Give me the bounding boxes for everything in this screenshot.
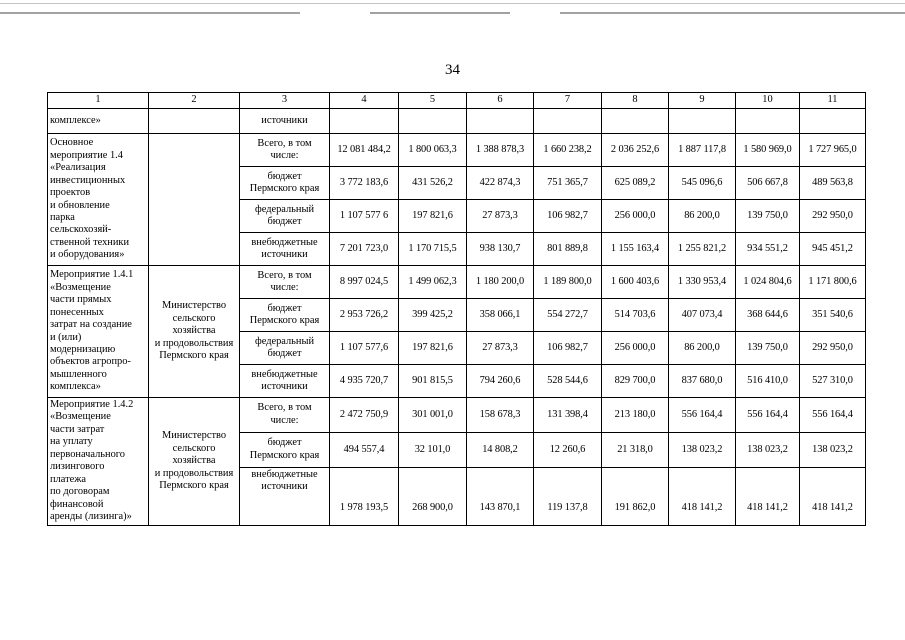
funding-source-cell: внебюджетные источники (240, 467, 330, 525)
amount-cell: 1 171 800,6 (800, 266, 866, 299)
amount-cell: 1 978 193,5 (330, 467, 399, 525)
amount-cell: 2 953 726,2 (330, 299, 399, 332)
amount-cell: 138 023,2 (736, 432, 800, 467)
executor-cell: Министерство сельского хозяйства и продовольствия Пермского края (149, 398, 240, 526)
amount-cell: 292 950,0 (800, 200, 866, 233)
amount-cell: 1 255 821,2 (669, 233, 736, 266)
amount-cell: 751 365,7 (534, 167, 602, 200)
amount-cell: 2 472 750,9 (330, 398, 399, 433)
amount-cell: 418 141,2 (669, 467, 736, 525)
amount-cell: 106 982,7 (534, 332, 602, 365)
table-row (48, 134, 866, 167)
amount-cell: 938 130,7 (467, 233, 534, 266)
activity-name-cell: Мероприятие 1.4.2 «Возмещение части затрат на уплату первоначального лизингового платежа по договорам финансовой аренды (лизинга)» (48, 398, 149, 526)
amount-cell: 4 935 720,7 (330, 365, 399, 398)
amount-cell: 407 073,4 (669, 299, 736, 332)
funding-source-cell: бюджет Пермского края (240, 299, 330, 332)
amount-cell: 8 997 024,5 (330, 266, 399, 299)
amount-cell: 422 874,3 (467, 167, 534, 200)
amount-cell: 351 540,6 (800, 299, 866, 332)
scan-artifact (370, 12, 510, 14)
amount-cell: 545 096,6 (669, 167, 736, 200)
amount-cell: 1 189 800,0 (534, 266, 602, 299)
column-header: 6 (467, 93, 534, 109)
scan-artifact (560, 12, 905, 14)
column-header: 4 (330, 93, 399, 109)
amount-cell: 1 107 577 6 (330, 200, 399, 233)
amount-cell: 901 815,5 (399, 365, 467, 398)
funding-source-cell: федеральный бюджет (240, 332, 330, 365)
amount-cell: 945 451,2 (800, 233, 866, 266)
amount-cell: 197 821,6 (399, 200, 467, 233)
amount-cell: 256 000,0 (602, 200, 669, 233)
empty-cell (399, 109, 467, 134)
amount-cell: 1 600 403,6 (602, 266, 669, 299)
amount-cell: 3 772 183,6 (330, 167, 399, 200)
amount-cell: 139 750,0 (736, 200, 800, 233)
amount-cell: 1 170 715,5 (399, 233, 467, 266)
table-row (48, 398, 866, 433)
amount-cell: 86 200,0 (669, 200, 736, 233)
amount-cell: 139 750,0 (736, 332, 800, 365)
amount-cell: 934 551,2 (736, 233, 800, 266)
amount-cell: 358 066,1 (467, 299, 534, 332)
amount-cell: 556 164,4 (669, 398, 736, 433)
funding-source-cell: бюджет Пермского края (240, 432, 330, 467)
amount-cell: 7 201 723,0 (330, 233, 399, 266)
amount-cell: 138 023,2 (800, 432, 866, 467)
continuation-name-cell: комплексе» (48, 109, 149, 134)
empty-cell (602, 109, 669, 134)
amount-cell: 368 644,6 (736, 299, 800, 332)
header-row (48, 93, 866, 109)
amount-cell: 516 410,0 (736, 365, 800, 398)
amount-cell: 794 260,6 (467, 365, 534, 398)
activity-name-cell: Мероприятие 1.4.1 «Возмещение части прямых понесенных затрат на создание и (или) модернизацию объектов агропро- мышленного комплекса» (48, 266, 149, 398)
funding-source-cell: бюджет Пермского края (240, 167, 330, 200)
amount-cell: 801 889,8 (534, 233, 602, 266)
activity-name-cell: Основное мероприятие 1.4 «Реализация инвестиционных проектов и обновление парка сельскохозяй- ственной техники и оборудования» (48, 134, 149, 266)
column-header: 10 (736, 93, 800, 109)
funding-source-cell: внебюджетные источники (240, 365, 330, 398)
column-header: 3 (240, 93, 330, 109)
continuation-executor-cell (149, 109, 240, 134)
amount-cell: 489 563,8 (800, 167, 866, 200)
amount-cell: 143 870,1 (467, 467, 534, 525)
column-header: 8 (602, 93, 669, 109)
amount-cell: 14 808,2 (467, 432, 534, 467)
amount-cell: 213 180,0 (602, 398, 669, 433)
amount-cell: 32 101,0 (399, 432, 467, 467)
column-header: 2 (149, 93, 240, 109)
executor-cell: Министерство сельского хозяйства и продовольствия Пермского края (149, 266, 240, 398)
budget-table (47, 92, 866, 526)
continuation-row (48, 109, 866, 134)
empty-cell (800, 109, 866, 134)
empty-cell (736, 109, 800, 134)
amount-cell: 27 873,3 (467, 200, 534, 233)
amount-cell: 494 557,4 (330, 432, 399, 467)
amount-cell: 1 499 062,3 (399, 266, 467, 299)
amount-cell: 256 000,0 (602, 332, 669, 365)
amount-cell: 268 900,0 (399, 467, 467, 525)
amount-cell: 506 667,8 (736, 167, 800, 200)
amount-cell: 301 001,0 (399, 398, 467, 433)
amount-cell: 12 260,6 (534, 432, 602, 467)
amount-cell: 1 180 200,0 (467, 266, 534, 299)
amount-cell: 554 272,7 (534, 299, 602, 332)
amount-cell: 418 141,2 (736, 467, 800, 525)
amount-cell: 131 398,4 (534, 398, 602, 433)
amount-cell: 292 950,0 (800, 332, 866, 365)
amount-cell: 158 678,3 (467, 398, 534, 433)
column-header: 11 (800, 93, 866, 109)
amount-cell: 1 107 577,6 (330, 332, 399, 365)
amount-cell: 1 155 163,4 (602, 233, 669, 266)
amount-cell: 12 081 484,2 (330, 134, 399, 167)
funding-source-cell: Всего, в том числе: (240, 398, 330, 433)
empty-cell (467, 109, 534, 134)
amount-cell: 1 660 238,2 (534, 134, 602, 167)
amount-cell: 1 580 969,0 (736, 134, 800, 167)
amount-cell: 191 862,0 (602, 467, 669, 525)
funding-source-cell: Всего, в том числе: (240, 134, 330, 167)
amount-cell: 829 700,0 (602, 365, 669, 398)
amount-cell: 399 425,2 (399, 299, 467, 332)
executor-cell (149, 134, 240, 266)
amount-cell: 1 727 965,0 (800, 134, 866, 167)
amount-cell: 1 887 117,8 (669, 134, 736, 167)
amount-cell: 197 821,6 (399, 332, 467, 365)
amount-cell: 138 023,2 (669, 432, 736, 467)
amount-cell: 625 089,2 (602, 167, 669, 200)
amount-cell: 119 137,8 (534, 467, 602, 525)
amount-cell: 27 873,3 (467, 332, 534, 365)
funding-source-cell: внебюджетные источники (240, 233, 330, 266)
empty-cell (534, 109, 602, 134)
empty-cell (669, 109, 736, 134)
amount-cell: 86 200,0 (669, 332, 736, 365)
column-header: 9 (669, 93, 736, 109)
amount-cell: 837 680,0 (669, 365, 736, 398)
amount-cell: 1 330 953,4 (669, 266, 736, 299)
amount-cell: 418 141,2 (800, 467, 866, 525)
amount-cell: 556 164,4 (800, 398, 866, 433)
column-header: 5 (399, 93, 467, 109)
funding-source-cell: Всего, в том числе: (240, 266, 330, 299)
column-header: 1 (48, 93, 149, 109)
amount-cell: 1 800 063,3 (399, 134, 467, 167)
amount-cell: 2 036 252,6 (602, 134, 669, 167)
amount-cell: 431 526,2 (399, 167, 467, 200)
amount-cell: 21 318,0 (602, 432, 669, 467)
empty-cell (330, 109, 399, 134)
continuation-source-cell: источники (240, 109, 330, 134)
scan-artifact (0, 12, 300, 14)
amount-cell: 528 544,6 (534, 365, 602, 398)
page-number: 34 (445, 62, 460, 78)
amount-cell: 514 703,6 (602, 299, 669, 332)
amount-cell: 1 024 804,6 (736, 266, 800, 299)
funding-source-cell: федеральный бюджет (240, 200, 330, 233)
amount-cell: 527 310,0 (800, 365, 866, 398)
table-row (48, 266, 866, 299)
amount-cell: 556 164,4 (736, 398, 800, 433)
scan-artifact (0, 3, 905, 4)
column-header: 7 (534, 93, 602, 109)
amount-cell: 106 982,7 (534, 200, 602, 233)
amount-cell: 1 388 878,3 (467, 134, 534, 167)
